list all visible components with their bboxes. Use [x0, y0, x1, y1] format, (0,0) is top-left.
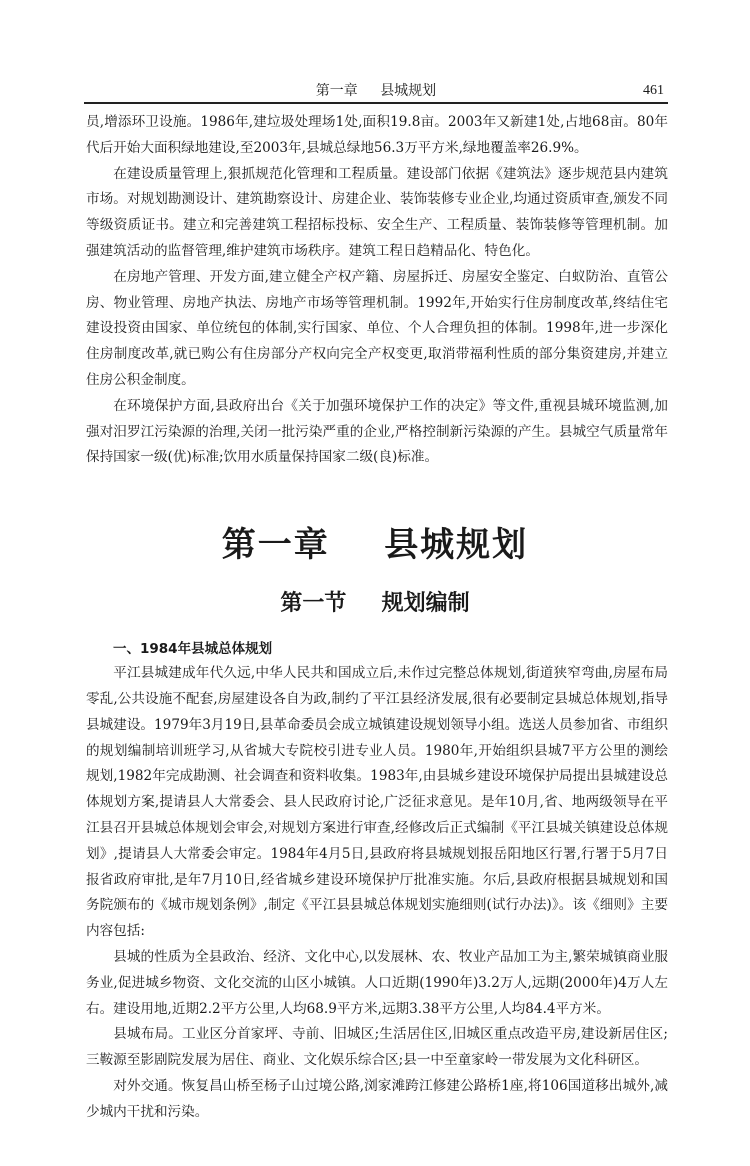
header-title: 县城规划 — [380, 83, 437, 99]
paragraph: 在房地产管理、开发方面,建立健全产权产籍、房屋拆迁、房屋安全鉴定、白蚁防治、直管公房、物业管理、房地产执法、房地产市场等管理机制。1992年,开始实行住房制度改革,终结住宅建设投资由国家、单位统包的体制,实行国家、单位、个人合理负担的体制。1998年,进一步深化住房制度改革,就已购公有住房部分产权向完全产权变更,取消带福利性质的部分集资建房,并建立住房公积金制度。 — [86, 268, 668, 388]
running-header-title — [84, 83, 668, 99]
chapter-title — [0, 523, 750, 567]
paragraph: 县城布局。工业区分首家坪、寺前、旧城区;生活居住区,旧城区重点改造平房,建设新居住区;三鞍源至影剧院发展为居住、商业、文化娱乐综合区;县一中至童家岭一带发展为文化科研区。 — [86, 1026, 668, 1069]
paragraph: 在建设质量管理上,狠抓规范化管理和工程质量。建设部门依据《建筑法》逐步规范县内建筑市场。对规划勘测设计、建筑勘察设计、房建企业、装饰装修专业企业,均通过资质审查,颁发不同等级资质证书。建立和完善建筑工程招标投标、安全生产、工程质量、装饰装修等管理机制。加强建筑活动的监督管理,维护建筑市场秩序。建筑工程日趋精品化、特色化。 — [86, 165, 668, 259]
paragraph: 县城的性质为全县政治、经济、文化中心,以发展林、农、牧业产品加工为主,繁荣城镇商业服务业,促进城乡物资、文化交流的山区小城镇。人口近期(1990年)3.2万人,远期(2000年)4万人左右。建设用地,近期2.2平方公里,人均68.9平方米,远期3.38平方公里,人均84.4平方米。 — [86, 948, 668, 1017]
section-name: 规划编制 — [381, 591, 470, 617]
paragraph: 员,增添环卫设施。1986年,建垃圾处理场1处,面积19.8亩。2003年又新建1处,占地68亩。80年代后开始大面积绿地建设,至2003年,县城总绿地56.3万平方米,绿地覆盖率26.9%。 — [86, 114, 668, 156]
paragraph: 在环境保护方面,县政府出台《关于加强环境保护工作的决定》等文件,重视县城环境监测,加强对汨罗江污染源的治理,关闭一批污染严重的企业,严格控制新污染源的产生。县城空气质量常年保持国家一级(优)标准;饮用水质量保持国家二级(良)标准。 — [86, 397, 668, 466]
paragraph: 平江县城建成年代久远,中华人民共和国成立后,未作过完整总体规划,街道狭窄弯曲,房屋布局零乱,公共设施不配套,房屋建设各自为政,制约了平江县经济发展,很有必要制定县城总体规划,指导县城建设。1979年3月19日,县革命委员会成立城镇建设规划领导小组。选送人员参加省、市组织的规划编制培训班学习,从省城大专院校引进专业人员。1980年,开始组织县城7平方公里的测绘规划,1982年完成勘测、社会调查和资料收集。1983年,由县城乡建设环境保护局提出县城建设总体规划方案,提请县人大常委会、县人民政府讨论,广泛征求意见。是年10月,省、地两级领导在平江县召开县城总体规划会审会,对规划方案进行审查,经修改后正式编制《平江县城关镇建设总体规划》,提请县人大常委会审定。1984年4月5日,县政府将县城规划报岳阳地区行署,行署于5月7日报省政府审批,是年7月10日,经省城乡建设环境保护厅批准实施。尔后,县政府根据县城规划和国务院颁布的《城市规划条例》,制定《平江县县城总体规划实施细则(试行办法)》。该《细则》主要内容包括: — [86, 665, 668, 940]
chapter-name: 县城规划 — [384, 525, 529, 566]
chapter-number: 第一章 — [221, 525, 330, 566]
section-title — [0, 589, 750, 619]
body-text-block — [86, 661, 668, 1125]
page-number: 461 — [643, 83, 664, 98]
header-chapter: 第一章 — [315, 83, 358, 99]
top-text-block — [86, 110, 668, 471]
paragraph: 对外交通。恢复昌山桥至杨子山过境公路,浏家滩跨江修建公路桥1座,将106国道移出城外,减少城内干扰和污染。 — [86, 1077, 668, 1120]
subheading: 一、1984年县城总体规划 — [113, 641, 273, 658]
running-header — [84, 80, 668, 104]
section-number: 第一节 — [280, 591, 347, 617]
